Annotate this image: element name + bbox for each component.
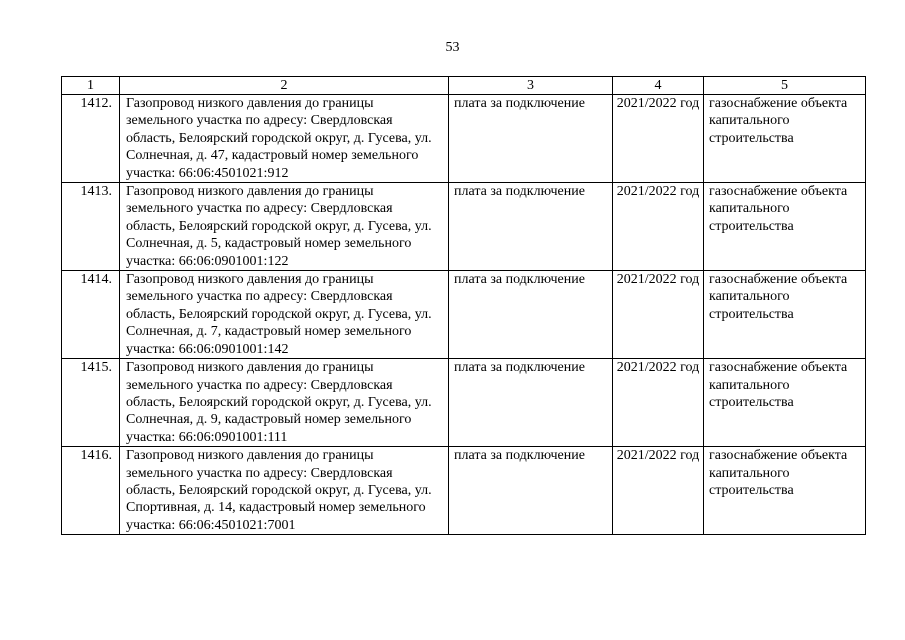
project-purpose: газоснабжение объекта капитального строительства xyxy=(704,271,866,359)
funding-source: плата за подключение xyxy=(449,359,613,447)
investment-program-table xyxy=(61,76,866,535)
project-purpose: газоснабжение объекта капитального строительства xyxy=(704,359,866,447)
project-purpose: газоснабжение объекта капитального строительства xyxy=(704,183,866,271)
implementation-period: 2021/2022 год xyxy=(613,95,704,183)
project-purpose: газоснабжение объекта капитального строительства xyxy=(704,95,866,183)
row-number: 1416. xyxy=(62,447,120,535)
implementation-period: 2021/2022 год xyxy=(613,359,704,447)
implementation-period: 2021/2022 год xyxy=(613,447,704,535)
row-number: 1415. xyxy=(62,359,120,447)
header-col-5: 5 xyxy=(704,77,866,95)
row-number: 1413. xyxy=(62,183,120,271)
header-col-4: 4 xyxy=(613,77,704,95)
funding-source: плата за подключение xyxy=(449,271,613,359)
header-col-2: 2 xyxy=(120,77,449,95)
implementation-period: 2021/2022 год xyxy=(613,183,704,271)
table-row xyxy=(62,271,866,359)
table-header-row xyxy=(62,77,866,95)
table-row xyxy=(62,359,866,447)
funding-source: плата за подключение xyxy=(449,183,613,271)
object-description: Газопровод низкого давления до границы земельного участка по адресу: Свердловская область, Белоярский городской округ, д. Гусева, ул. Солнечная, д. 7, кадастровый номер земельного участка: 66:06:0901001:142 xyxy=(120,271,449,359)
table-row xyxy=(62,95,866,183)
header-col-3: 3 xyxy=(449,77,613,95)
header-col-1: 1 xyxy=(62,77,120,95)
object-description: Газопровод низкого давления до границы земельного участка по адресу: Свердловская область, Белоярский городской округ, д. Гусева, ул. Солнечная, д. 5, кадастровый номер земельного участка: 66:06:0901001:122 xyxy=(120,183,449,271)
row-number: 1412. xyxy=(62,95,120,183)
implementation-period: 2021/2022 год xyxy=(613,271,704,359)
project-purpose: газоснабжение объекта капитального строительства xyxy=(704,447,866,535)
page-number: 53 xyxy=(445,40,460,55)
funding-source: плата за подключение xyxy=(449,95,613,183)
funding-source: плата за подключение xyxy=(449,447,613,535)
table-row xyxy=(62,183,866,271)
table-row xyxy=(62,447,866,535)
row-number: 1414. xyxy=(62,271,120,359)
object-description: Газопровод низкого давления до границы земельного участка по адресу: Свердловская область, Белоярский городской округ, д. Гусева, ул. Солнечная, д. 9, кадастровый номер земельного участка: 66:06:0901001:111 xyxy=(120,359,449,447)
object-description: Газопровод низкого давления до границы земельного участка по адресу: Свердловская область, Белоярский городской округ, д. Гусева, ул. Солнечная, д. 47, кадастровый номер земельного участка: 66:06:4501021:912 xyxy=(120,95,449,183)
object-description: Газопровод низкого давления до границы земельного участка по адресу: Свердловская область, Белоярский городской округ, д. Гусева, ул. Спортивная, д. 14, кадастровый номер земельного участка: 66:06:4501021:7001 xyxy=(120,447,449,535)
